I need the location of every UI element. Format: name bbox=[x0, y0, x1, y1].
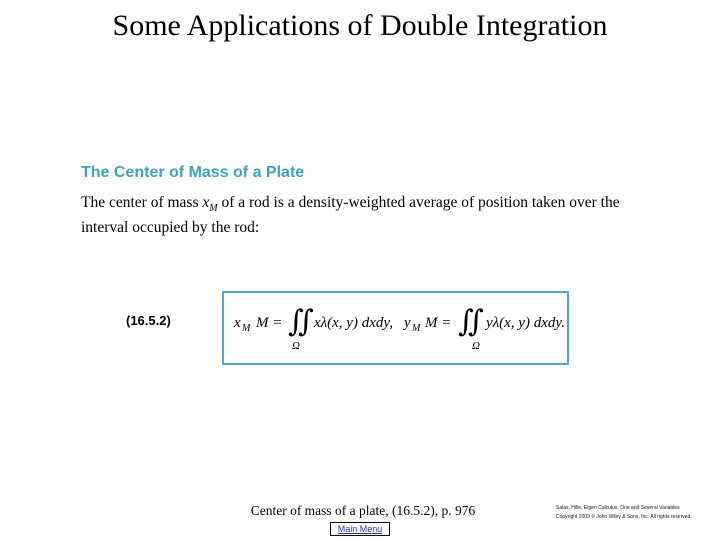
slide-title: Some Applications of Double Integration bbox=[112, 9, 608, 42]
lhs-x: x bbox=[234, 315, 241, 331]
figure-description bbox=[81, 193, 661, 237]
symbol-subscript: M bbox=[209, 203, 218, 215]
credit-line-2: Copyright 2003 © John Wiley & Sons, Inc. All rights reserved. bbox=[556, 514, 692, 520]
domain-right: Ω bbox=[472, 340, 480, 352]
integrand-right: yλ(x, y) dxdy. bbox=[486, 315, 565, 331]
main-menu-button[interactable]: Main Menu bbox=[330, 522, 390, 536]
symbol-x: x bbox=[202, 194, 210, 211]
equation-box bbox=[222, 291, 569, 365]
lhs-y-sub: M bbox=[412, 323, 421, 334]
description-text-end: of a rod is a density-weighted average of position taken over the interval occupied by the rod: bbox=[81, 194, 620, 237]
figure-caption: Center of mass of a plate, (16.5.2), p. 976 bbox=[250, 503, 476, 518]
lhs-y-mass: M = bbox=[425, 315, 452, 331]
description-text-start: The center of mass bbox=[81, 194, 203, 211]
equation-number: (16.5.2) bbox=[126, 313, 171, 328]
center-of-mass-symbol bbox=[202, 194, 218, 215]
integrand-left: xλ(x, y) dxdy, bbox=[314, 315, 393, 331]
equation-svg bbox=[224, 293, 567, 363]
double-integral-sign-left: ∬ bbox=[288, 305, 314, 338]
lhs-x-sub: M bbox=[242, 323, 251, 334]
figure-heading: The Center of Mass of a Plate bbox=[81, 164, 305, 181]
lhs-y: y bbox=[404, 315, 411, 331]
credit-line-1: Salas, Hille, Etgen Calculus: One and Several Variables bbox=[556, 505, 680, 511]
lhs-x-mass: M = bbox=[256, 315, 283, 331]
double-integral-sign-right: ∬ bbox=[458, 305, 484, 338]
copyright-credit bbox=[556, 504, 716, 522]
domain-left: Ω bbox=[292, 340, 300, 352]
